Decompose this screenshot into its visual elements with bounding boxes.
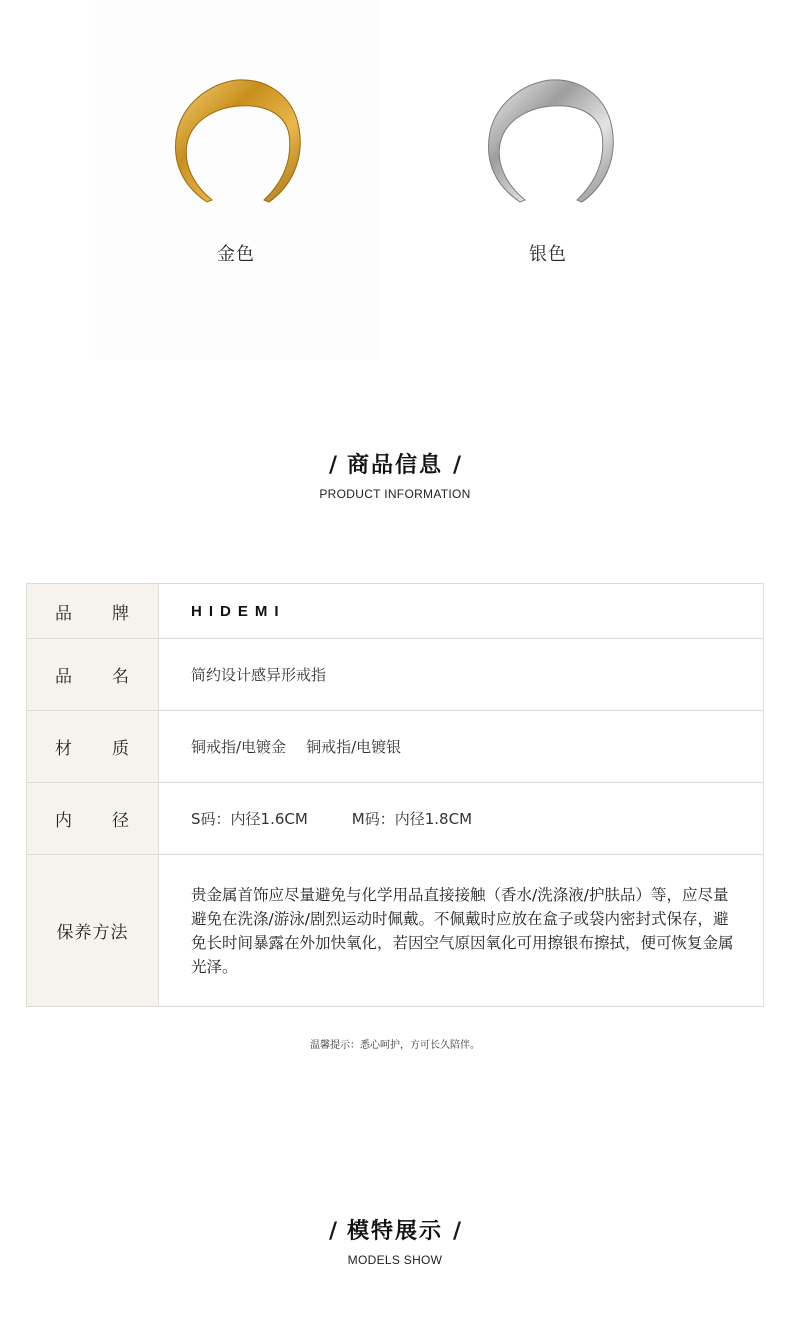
table-row-name	[27, 639, 764, 711]
models-slash-right: /	[453, 1219, 462, 1244]
product-info-title-cn: 商品信息	[346, 453, 443, 478]
gold-ring-image	[165, 70, 310, 210]
material-label-a: 材	[55, 739, 72, 759]
name-label-b: 名	[112, 667, 129, 687]
material-value-cell	[159, 711, 764, 783]
brand-label-b: 牌	[112, 603, 129, 624]
size-label-a: 内	[55, 811, 72, 831]
care-label: 保养方法	[56, 923, 129, 943]
brand-label-a: 品	[55, 603, 72, 624]
brand-label-cell	[27, 584, 159, 639]
heading-slash-left: /	[328, 453, 337, 478]
variant-label-gold: 金色	[217, 244, 255, 265]
table-row-size	[27, 783, 764, 855]
table-row-material	[27, 711, 764, 783]
models-title-cn: 模特展示	[346, 1219, 443, 1244]
size-value-m: M码：内径1.8CM	[351, 810, 473, 828]
product-info-title-en: PRODUCT INFORMATION	[319, 487, 471, 501]
brand-value: HIDEMI	[159, 584, 764, 639]
models-heading	[0, 1214, 790, 1267]
care-value: 贵金属首饰应尽量避免与化学用品直接接触（香水/洗涤液/护肤品）等，应尽量避免在洗涤/游泳/剧烈运动时佩戴。不佩戴时应放在盒子或袋内密封式保存，避免长时间暴露在外加快氧化，若因空气原因氧化可用擦银布擦拭，便可恢复金属光泽。	[159, 855, 764, 1007]
size-value-cell	[159, 783, 764, 855]
models-slash-left: /	[328, 1219, 337, 1244]
size-label-cell	[27, 783, 159, 855]
heading-slash-right: /	[453, 453, 462, 478]
material-value-gold: 铜戒指/电镀金	[191, 738, 287, 756]
table-row-brand	[27, 584, 764, 639]
name-label-a: 品	[55, 667, 72, 687]
material-value-silver: 铜戒指/电镀银	[306, 738, 402, 756]
variant-label-silver: 银色	[529, 244, 567, 265]
material-label-cell	[27, 711, 159, 783]
product-info-heading	[0, 448, 790, 501]
size-label-b: 径	[112, 811, 129, 831]
material-label-b: 质	[112, 739, 129, 759]
silver-ring-image	[478, 70, 623, 210]
name-label-cell	[27, 639, 159, 711]
table-row-care	[27, 855, 764, 1007]
product-info-table	[26, 583, 764, 1007]
care-label-cell	[27, 855, 159, 1007]
name-value: 简约设计感异形戒指	[159, 639, 764, 711]
care-tip: 温馨提示：悉心呵护，方可长久陪伴。	[310, 1040, 480, 1051]
size-value-s: S码：内径1.6CM	[191, 810, 308, 828]
models-title-en: MODELS SHOW	[347, 1253, 443, 1267]
